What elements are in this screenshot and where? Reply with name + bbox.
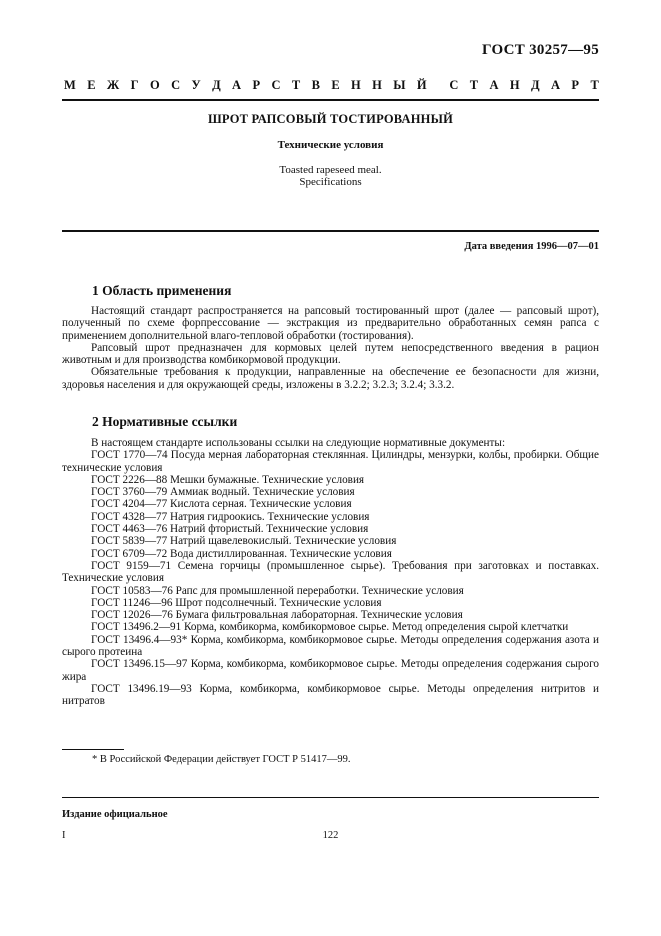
interstate-letter: Р xyxy=(252,78,261,92)
normative-reference: ГОСТ 13496.2—91 Корма, комбикорма, комбикормовое сырье. Метод определения сырой клетчатки xyxy=(91,621,569,634)
section-1-paragraph: Обязательные требования к продукции, направленные на обеспечение ее безопасности для жизни, здоровья населения и для окружающей среды, изложены в 3.2.2; 3.2.3; 3.2.4; 3.3.2. xyxy=(62,366,599,391)
section-1-paragraph: Настоящий стандарт распространяется на рапсовый тостированный шрот (далее — рапсовый шрот), полученный по схеме форпрессование — экстракция из предварительно обработанных семян рапса с применением дополнительной влаго-тепловой обработки (тостирования). xyxy=(62,305,599,342)
section-2-body xyxy=(62,437,599,708)
normative-reference: ГОСТ 13496.15—97 Корма, комбикорма, комбикормовое сырье. Методы определения содержания сырого жира xyxy=(62,658,599,683)
interstate-letter: Р xyxy=(571,78,580,92)
section-1-heading: 1 Область применения xyxy=(92,283,232,298)
interstate-letter: С xyxy=(171,78,181,92)
document-number: ГОСТ 30257—95 xyxy=(481,42,599,58)
interstate-letter: А xyxy=(232,78,242,92)
interstate-letter: Н xyxy=(351,78,361,92)
section-1-paragraph: Рапсовый шрот предназначен для кормовых целей путем непосредственного введения в рацион животным и для производства комбикормовой продукции. xyxy=(62,341,599,367)
interstate-letter: Й xyxy=(416,78,427,92)
interstate-letter: Е xyxy=(87,78,96,92)
normative-reference: ГОСТ 10583—76 Рапс для промышленной переработки. Технические условия xyxy=(91,584,464,597)
top-rule xyxy=(62,99,599,101)
page-number: 122 xyxy=(322,830,339,841)
normative-reference: ГОСТ 5839—77 Натрий щавелевокислый. Технические условия xyxy=(91,535,397,548)
normative-reference: ГОСТ 6709—72 Вода дистиллированная. Технические условия xyxy=(91,547,392,560)
english-title-line2: Specifications xyxy=(299,176,362,188)
interstate-letter: В xyxy=(311,78,320,92)
interstate-standard-banner xyxy=(64,78,599,93)
document-title: ШРОТ РАПСОВЫЙ ТОСТИРОВАННЫЙ xyxy=(208,112,453,126)
normative-reference: ГОСТ 4204—77 Кислота серная. Технические условия xyxy=(91,498,352,511)
section-2-intro: В настоящем стандарте использованы ссылки на следующие нормативные документы: xyxy=(91,437,506,449)
normative-reference: ГОСТ 2226—88 Мешки бумажные. Технические условия xyxy=(91,473,365,486)
normative-reference: ГОСТ 13496.4—93* Корма, комбикорма, комбикормовое сырье. Методы определения содержания азота и сырого протеина xyxy=(62,633,599,659)
interstate-letter: С xyxy=(449,78,459,92)
english-title xyxy=(62,164,599,188)
official-edition-label: Издание официальное xyxy=(62,809,168,820)
interstate-letter: Т xyxy=(291,78,301,92)
normative-reference: ГОСТ 12026—76 Бумага фильтровальная лабораторная. Технические условия xyxy=(91,609,463,622)
normative-reference: ГОСТ 4463—76 Натрий фтористый. Технические условия xyxy=(91,523,369,536)
interstate-letter: Ы xyxy=(393,78,406,92)
interstate-letter: Д xyxy=(212,78,221,92)
interstate-letter: Т xyxy=(469,78,479,92)
document-subtitle: Технические условия xyxy=(277,139,384,151)
normative-reference: ГОСТ 4328—77 Натрия гидроокись. Технические условия xyxy=(91,510,370,523)
interstate-letter: Г xyxy=(130,78,139,92)
interstate-letter: Н xyxy=(372,78,382,92)
footnote-rule xyxy=(62,749,124,750)
title-separator-rule xyxy=(62,230,599,232)
interstate-letter: Е xyxy=(331,78,340,92)
footnote: * В Российской Федерации действует ГОСТ Р 51417—99. xyxy=(92,754,351,765)
interstate-letter: М xyxy=(64,78,76,92)
normative-reference: ГОСТ 1770—74 Посуда мерная лабораторная стеклянная. Цилиндры, мензурки, колбы, пробирки. Общие технические условия xyxy=(62,449,599,474)
interstate-letter: У xyxy=(191,78,201,92)
interstate-letter: Д xyxy=(531,78,540,92)
interstate-letter: О xyxy=(149,78,160,92)
section-1-body xyxy=(62,305,599,391)
interstate-letter: С xyxy=(271,78,281,92)
interstate-letter: Ж xyxy=(106,78,120,92)
section-2-heading: 2 Нормативные ссылки xyxy=(92,414,238,429)
footer-rule xyxy=(62,797,599,798)
sheet-mark: I xyxy=(62,830,66,841)
normative-reference: ГОСТ 11246—96 Шрот подсолнечный. Технические условия xyxy=(91,596,382,609)
interstate-letter: А xyxy=(489,78,499,92)
interstate-letter: А xyxy=(551,78,561,92)
normative-reference: ГОСТ 13496.19—93 Корма, комбикорма, комбикормовое сырье. Методы определения нитритов и нитратов xyxy=(62,682,599,708)
normative-reference: ГОСТ 3760—79 Аммиак водный. Технические условия xyxy=(91,486,355,499)
interstate-letter: Т xyxy=(590,78,599,92)
introduction-date: Дата введения 1996—07—01 xyxy=(464,241,599,252)
english-title-line1: Toasted rapeseed meal. xyxy=(279,164,382,176)
interstate-letter: Н xyxy=(509,78,520,92)
normative-reference: ГОСТ 9159—71 Семена горчицы (промышленное сырье). Требования при заготовках и поставках. Технические условия xyxy=(62,559,599,585)
